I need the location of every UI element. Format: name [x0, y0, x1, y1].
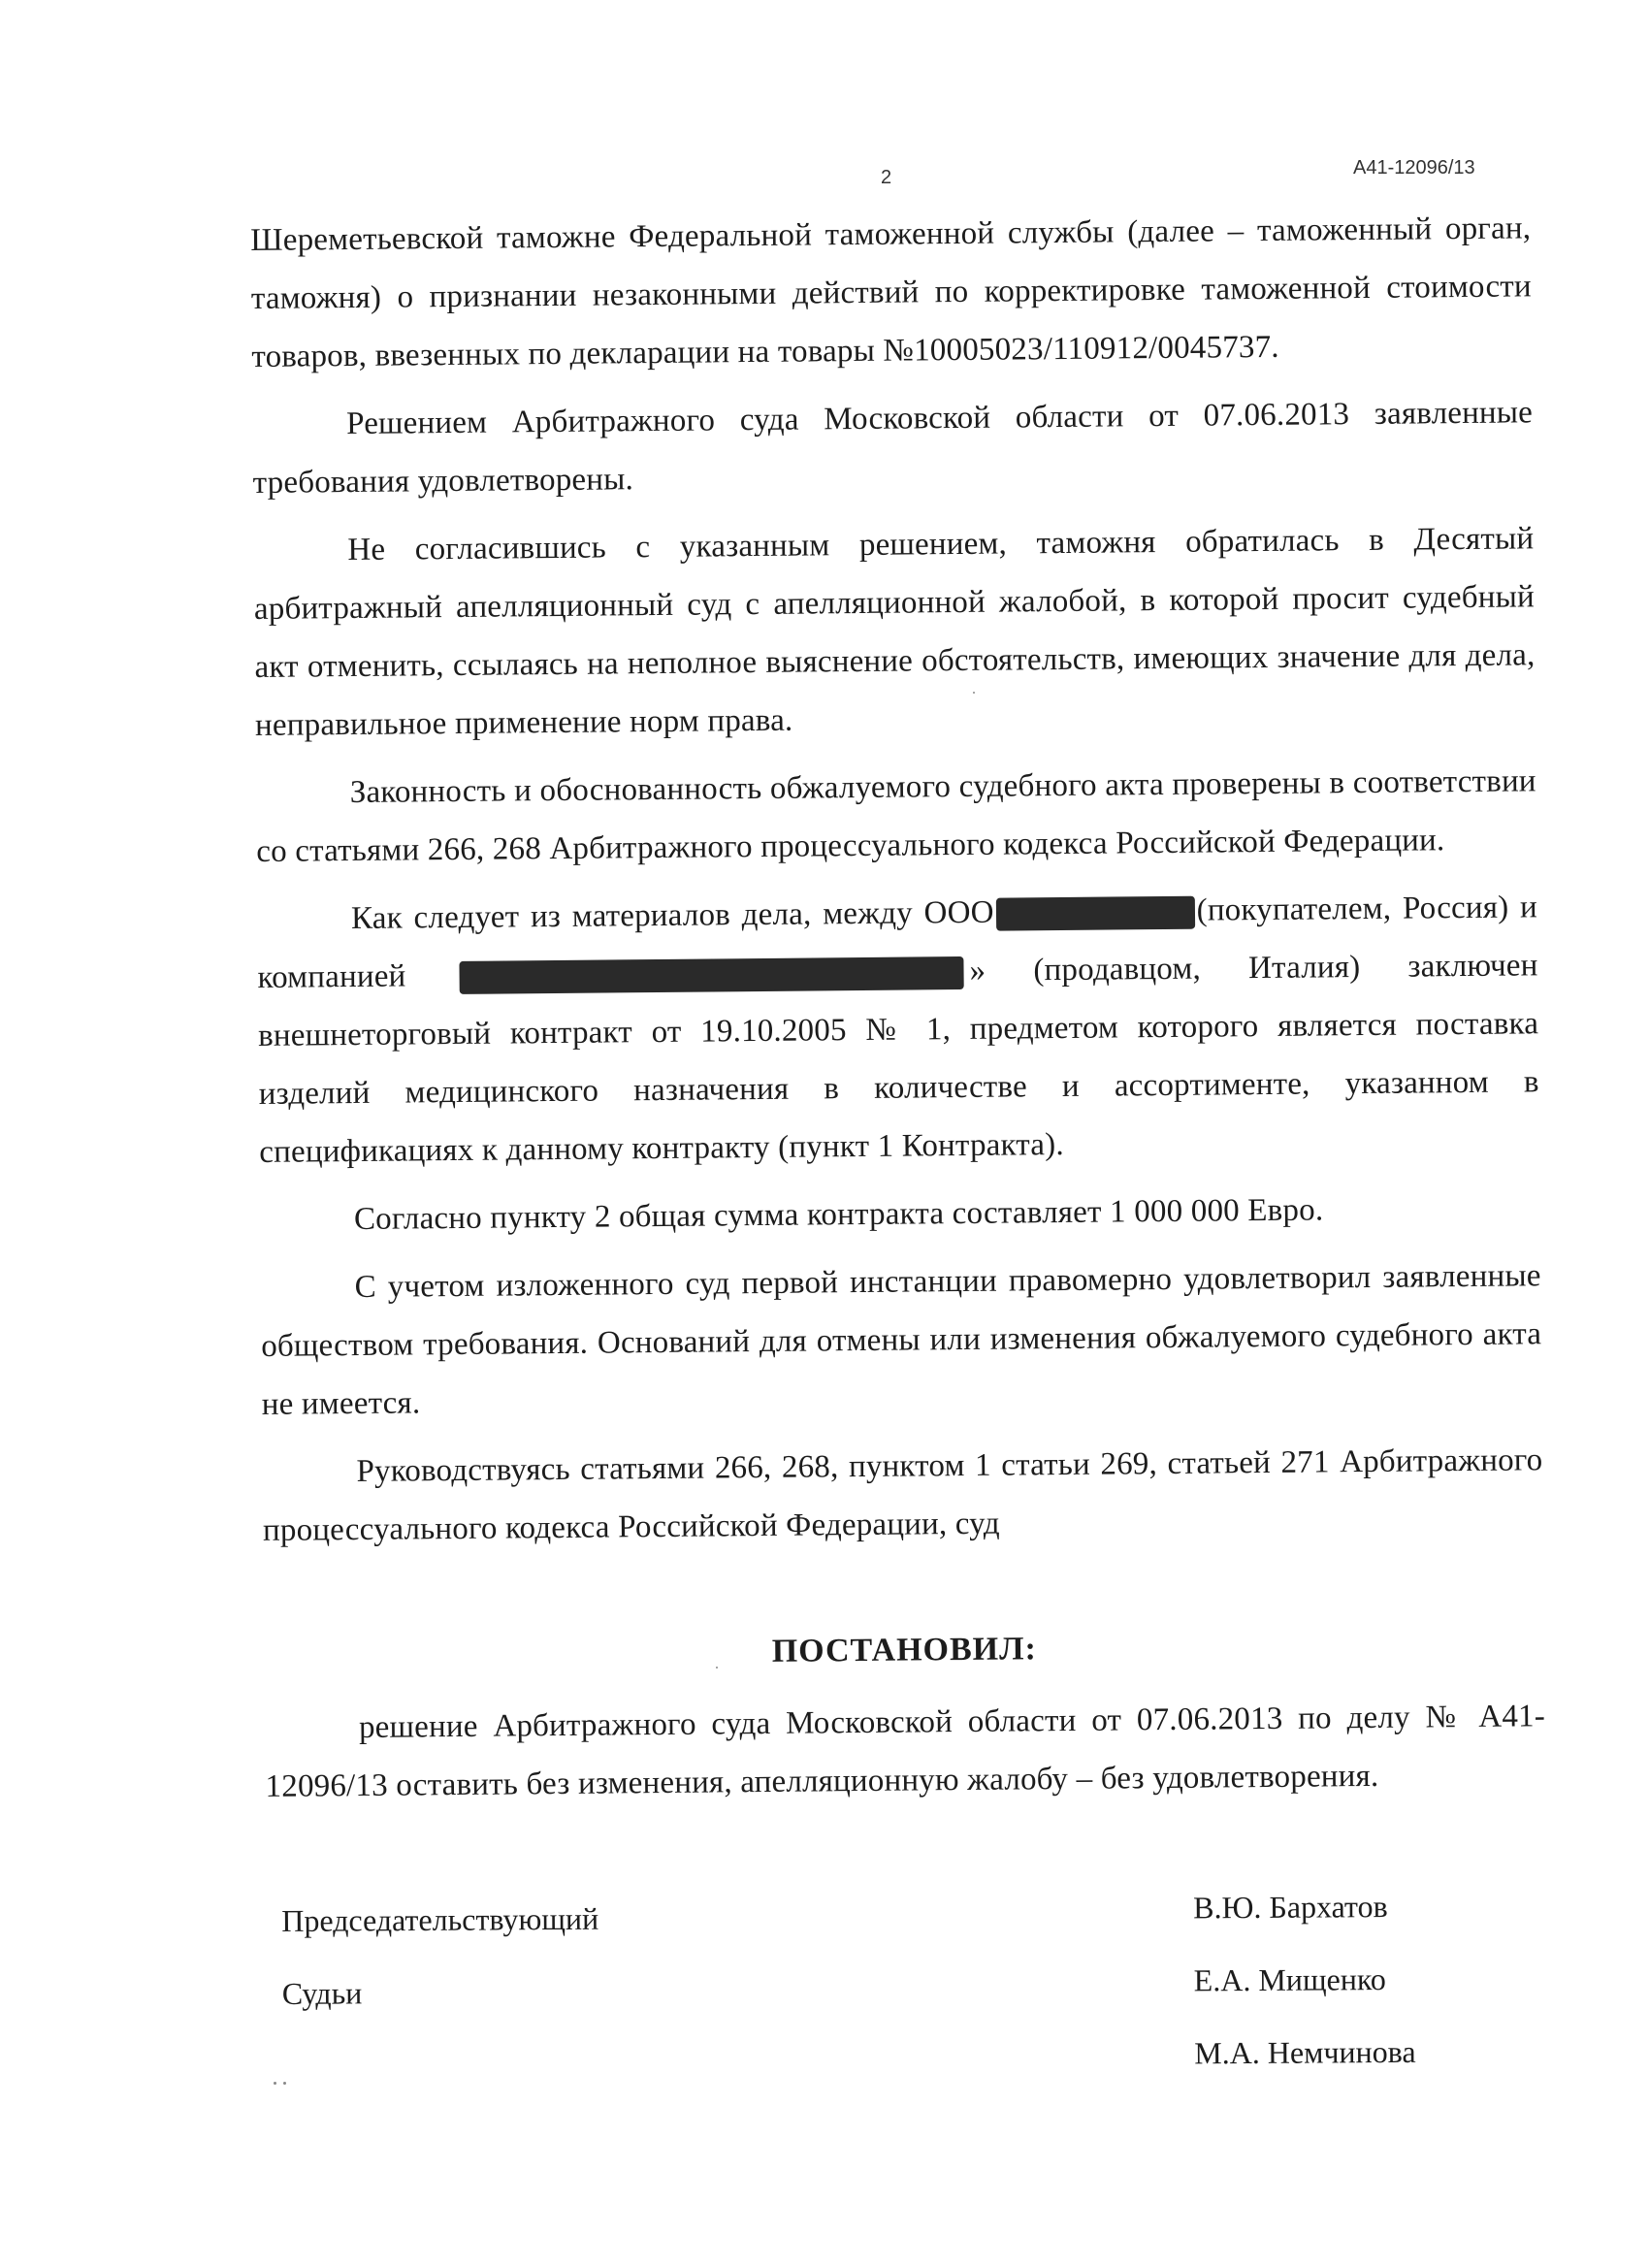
signature-name: В.Ю. Бархатов	[1193, 1889, 1388, 1926]
paragraph-legality: Законность и обоснованность обжалуемого судебного акта проверены в соответствии со статьями 266, 268 Арбитражного процессуального кодекса Российской Федерации.	[256, 763, 1536, 869]
paragraph-appeal: Не согласившись с указанным решением, таможня обратилась в Десятый арбитражный апелляционный суд с апелляционной жалобой, в которой просит судебный акт отменить, ссылаясь на неполное выяснение обстоятельств, имеющих значение для дела, неправильное применение норм права.	[253, 521, 1536, 743]
scan-speck	[283, 2082, 286, 2085]
scan-speck	[274, 2082, 276, 2085]
signature-name: М.А. Немчинова	[1194, 2033, 1416, 2071]
paragraph-conclusion: С учетом изложенного суд первой инстанции правомерно удовлетворил заявленные обществом требования. Оснований для отмены или изменения обжалуемого судебного акта не имеется.	[261, 1258, 1542, 1422]
document-body	[250, 199, 1546, 1826]
signature-row	[282, 1947, 1446, 2027]
redaction-block	[996, 896, 1195, 931]
contract-text-part1: Как следует из материалов дела, между ООО	[350, 894, 994, 937]
case-number-header: А41-12096/13	[1353, 157, 1475, 178]
signature-row	[281, 1874, 1445, 1955]
paragraph-guided-by: Руководствуясь статьями 266, 268, пунктом 1 статьи 269, статьей 271 Арбитражного процессуального кодекса Российской Федерации, суд	[262, 1442, 1543, 1548]
signature-block	[281, 1874, 1447, 2100]
paragraph-contract	[257, 878, 1540, 1182]
redaction-block	[459, 956, 963, 994]
page-number: 2	[881, 167, 892, 188]
scan-speck	[716, 1667, 718, 1669]
paragraph-contract-sum: Согласно пункту 2 общая сумма контракта составляет 1 000 000 Евро.	[353, 1192, 1324, 1238]
paragraph-intro: Шереметьевской таможне Федеральной таможенной службы (далее – таможенный орган, таможня) о признании незаконными действий по корректировке таможенной стоимости товаров, ввезенных по декларации на товары №10005023/110912/0045737.	[250, 211, 1532, 374]
resolution-text: решение Арбитражного суда Московской области от 07.06.2013 по делу № А41-12096/13 оставить без изменения, апелляционную жалобу – без удовлетворения.	[265, 1699, 1546, 1804]
signature-name: Е.А. Мищенко	[1193, 1961, 1386, 1998]
signature-row	[282, 2020, 1446, 2100]
scan-speck	[973, 692, 975, 694]
signature-role: Судьи	[281, 1975, 363, 2011]
paragraph-decision: Решением Арбитражного суда Московской области от 07.06.2013 заявленные требования удовлетворены.	[252, 395, 1534, 501]
resolution-heading: ПОСТАНОВИЛ:	[771, 1631, 1037, 1669]
contract-text-part3: » (продавцом, Италия) заключен внешнеторговый контракт от 19.10.2005 № 1, предметом которого является поставка изделий медицинского назначения в количестве и ассортименте, указанном в спецификациях к данному контракту (пункт 1 Контракта).	[257, 948, 1539, 1170]
contract-text-part2: (покупателем, Россия) и компанией	[257, 890, 1538, 995]
signature-role: Председательствующий	[281, 1900, 599, 1938]
